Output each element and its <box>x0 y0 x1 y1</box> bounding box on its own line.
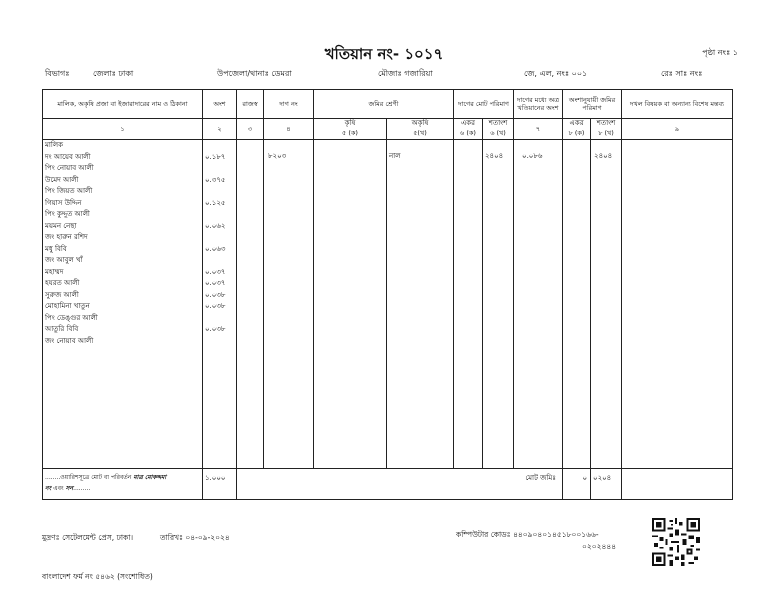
owner-line: পিং জিয়ত আলী <box>45 187 93 195</box>
share-decimal-cell <box>591 140 622 469</box>
owner-line: হযরত আলী <box>45 279 80 287</box>
note-end: ......... <box>73 485 91 492</box>
agri-label: কৃষি <box>344 119 356 127</box>
share-decimal-label: শতাংশ <box>596 119 616 127</box>
owner-line: উমেদ আলী <box>45 175 79 184</box>
owner-line: গিয়াস উদ্দিন <box>45 198 82 207</box>
note-prefix: ........ওয়ারিশসূত্রে মোট বা পরিবর্তন <box>45 474 132 481</box>
share-value: ০.০৩৭ <box>205 279 226 287</box>
qr-code-icon <box>652 518 700 566</box>
total-area-decimal: ২৪০৪ <box>485 152 504 160</box>
col-number: ৮ (খ) <box>598 129 614 137</box>
owner-line: জং হারুন রশিদ <box>45 233 88 241</box>
owner-line: জং আবুল খাঁ <box>45 256 83 264</box>
share-value: ০.০৩৮ <box>205 290 226 299</box>
share-value <box>203 232 236 244</box>
form-number: বাংলাদেশ ফর্ম নং ৫৪৬২ (সংশোধিত) <box>42 572 153 581</box>
col-revenue: রাজস্ব <box>237 90 264 119</box>
note-connector: এবং <box>53 485 64 492</box>
col-owner: মালিক, অকৃষি প্রজা বা ইজারাদারের নাম ও ঠিকানা <box>43 90 203 119</box>
col-number: ৫(খ) <box>413 129 427 137</box>
col-number: ৬ (ক) <box>460 129 476 137</box>
mouza-label: মৌজাঃ গজারিয়া <box>378 69 433 78</box>
khatian-share-value: ০.০৮৬ <box>522 152 543 160</box>
total-decimal: ০২০৪ <box>593 474 612 482</box>
dag-cell <box>264 140 314 469</box>
total-acre: ০ <box>582 474 588 482</box>
col-number: ৮ (ক) <box>568 129 585 137</box>
owner-line: পিং নোয়াব আলী <box>45 164 94 172</box>
acre-label: একর <box>460 119 476 127</box>
share-acre-cell <box>563 140 591 469</box>
col-share-area: অংশানুযায়ী জমির পরিমাণ <box>563 90 622 119</box>
dag-number: ৮২০৩ <box>268 152 287 160</box>
col-number: ৪ <box>264 119 314 140</box>
owner-line: মধু বিবি <box>45 244 67 253</box>
jl-number: জে, এল, নংঃ ০০১ <box>524 69 588 78</box>
col-remarks: দখল বিষয়ক বা অন্যান্য বিশেষ মন্তব্য <box>622 90 733 119</box>
owner-line: জং নোয়াব আলী <box>45 336 94 345</box>
computer-code: কম্পিউটার কোডঃ ৪৪০৯০৪০১৪৫১৮০০১৬৬- <box>456 530 599 539</box>
print-date: তারিখঃ ০৪-০৯-২০২৪ <box>160 533 230 542</box>
district-label: জেলাঃ ঢাকা <box>93 69 134 78</box>
owner-line: মোহামিনা খাতুন <box>45 302 90 310</box>
note-no: নং <box>45 485 52 492</box>
owner-line: আতুরি বিবি <box>45 325 79 333</box>
upazila-label: উপজেলা/থানাঃ ডেমরা <box>217 69 292 78</box>
share-value <box>203 140 236 152</box>
col-number: ৭ <box>514 119 563 140</box>
col-share: অংশ <box>203 90 237 119</box>
total-acre-cell <box>563 469 591 500</box>
division-label: বিভাগঃ <box>45 69 70 78</box>
share-value: ০.১৮৭ <box>205 152 226 161</box>
remarks-cell <box>622 140 733 469</box>
rs-number: রেঃ সাঃ নংঃ <box>661 69 703 78</box>
share-total-cell <box>203 469 237 500</box>
share-value: ০.০৩৮ <box>205 325 226 333</box>
khatian-share-cell <box>514 140 563 469</box>
note-year: সন <box>65 485 74 492</box>
footer-note <box>43 469 203 500</box>
khatian-table <box>42 89 733 500</box>
col-share-acre <box>563 119 591 140</box>
non-agri-label: অকৃষি <box>411 119 429 127</box>
total-decimal-cell <box>591 469 622 500</box>
owner-line: পিং কুদ্দুত আলী <box>45 210 90 218</box>
share-value <box>203 313 236 325</box>
acre-cell <box>454 140 483 469</box>
col-decimal <box>483 119 514 140</box>
share-value: ০.০৬৩ <box>205 244 226 253</box>
share-acre-label: একর <box>569 119 584 127</box>
owner-line: দং আয়েব আলী <box>45 152 91 161</box>
col-number: ৩ <box>237 119 264 140</box>
col-dag-no: দাগ নং <box>264 90 314 119</box>
share-value: ০.০৩৮ <box>205 302 226 310</box>
footer-remarks-cell <box>622 469 733 500</box>
share-value <box>203 209 236 221</box>
col-khatian-share: দাগের মধ্যে অত্র খতিয়ানের অংশ <box>514 90 563 119</box>
owner-heading: মালিক <box>45 141 64 149</box>
col-number: ৯ <box>622 119 733 140</box>
total-land-cell <box>237 469 563 500</box>
share-value: ০.১২৫ <box>205 198 226 207</box>
owner-line: সুরুজ আলী <box>45 290 79 299</box>
revenue-cell <box>237 140 264 469</box>
col-share-decimal <box>591 119 622 140</box>
decimal-label: শতাংশ <box>488 119 508 127</box>
agri-cell <box>314 140 387 469</box>
decimal-cell <box>483 140 514 469</box>
col-land-class <box>314 90 454 119</box>
owner-line: পিং ডেঙ্গুর আলী <box>45 313 98 322</box>
col-non-agri <box>387 119 454 140</box>
owner-list <box>43 140 203 469</box>
col-total-area: দাগের মোট পরিমাণ <box>454 90 514 119</box>
land-class-label: জমির শ্রেণী <box>368 100 399 108</box>
col-number: ১ <box>43 119 203 140</box>
share-value: ০.০৬২ <box>205 221 226 230</box>
printer-info: মুদ্রণঃ সেটেলমেন্ট প্রেস, ঢাকা। <box>42 533 134 542</box>
share-list <box>203 140 237 469</box>
share-value <box>203 255 236 267</box>
col-agri <box>314 119 387 140</box>
note-case: মাত্র মোকদ্দমা <box>133 474 167 481</box>
col-acre <box>454 119 483 140</box>
share-value: ০.০৩৭ <box>205 267 226 276</box>
share-value: ০.৩৭৫ <box>205 175 226 184</box>
share-value <box>203 336 236 348</box>
col-number: ৬ (খ) <box>490 129 506 137</box>
non-agri-cell <box>387 140 454 469</box>
page-number: পৃষ্ঠা নংঃ ১ <box>702 48 738 57</box>
col-number: ৫ (ক) <box>342 129 358 137</box>
computer-code-cont: ০২০২৪৪৪ <box>582 542 617 551</box>
khatian-title: খতিয়ান নং- ১০১৭ <box>324 45 444 63</box>
owner-line: ময়মন নেছা <box>45 221 77 230</box>
share-value <box>203 163 236 175</box>
total-land-label: মোট জমিঃ <box>525 474 557 482</box>
share-decimal-value: ২৪০৪ <box>594 152 613 160</box>
share-value <box>203 186 236 198</box>
land-class-value: নাল <box>389 152 401 160</box>
owner-line: মহাম্মদ <box>45 267 64 276</box>
share-total: ১.০০০ <box>205 474 226 482</box>
col-number: ২ <box>203 119 237 140</box>
